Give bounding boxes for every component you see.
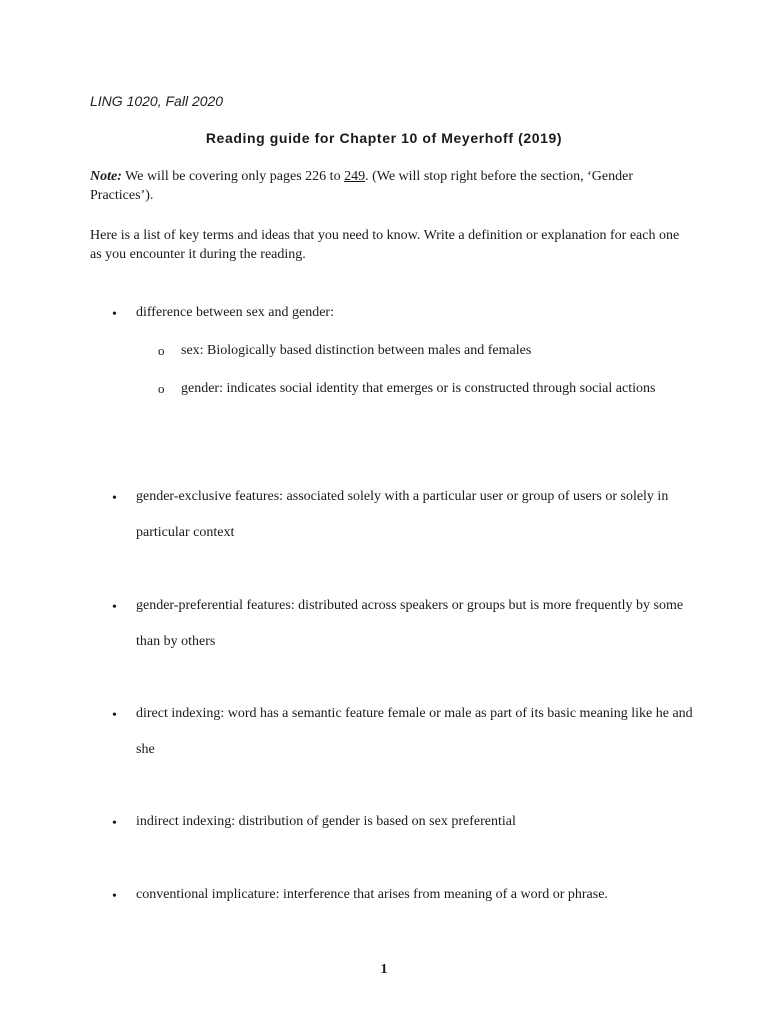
- list-item: conventional implicature: interference that arises from meaning of a word or phrase.: [136, 887, 608, 902]
- page-number: 1: [380, 962, 388, 977]
- bullet-marker: •: [112, 816, 117, 831]
- note-label: Note:: [90, 169, 122, 184]
- sub-bullet-marker: o: [158, 343, 165, 358]
- list-item: direct indexing: word has a semantic feature female or male as part of its basic meaning like he and she: [136, 706, 693, 757]
- note-text-before: We will be covering only pages 226 to: [121, 169, 345, 184]
- list-item: gender-preferential features: distributed across speakers or groups but is more frequently by some than by others: [136, 598, 684, 649]
- note-text-after: . (We will stop right before the section, ‘Gender Practices’).: [90, 169, 633, 203]
- sub-list-item: gender: indicates social identity that emerges or is constructed through social actions: [181, 381, 656, 396]
- list-item: gender-exclusive features: associated solely with a particular user or group of users or solely in particular context: [136, 489, 669, 540]
- document-title: Reading guide for Chapter 10 of Meyerhoff (2019): [205, 130, 563, 146]
- sub-bullet-marker: o: [158, 381, 165, 396]
- note-paragraph: [90, 167, 690, 205]
- bullet-marker: •: [112, 889, 117, 904]
- bullet-marker: •: [112, 307, 117, 322]
- sub-list-item: sex: Biologically based distinction between males and females: [181, 343, 532, 358]
- note-underlined-page: 249: [344, 169, 366, 184]
- bullet-marker: •: [112, 708, 117, 723]
- list-item: difference between sex and gender:: [136, 305, 334, 320]
- intro-paragraph: Here is a list of key terms and ideas that you need to know. Write a definition or explanation for each one as you encounter it during the reading.: [90, 228, 680, 262]
- bullet-marker: •: [112, 600, 117, 615]
- bullet-marker: •: [112, 491, 117, 506]
- course-label: LING 1020, Fall 2020: [90, 93, 224, 109]
- list-item: indirect indexing: distribution of gender is based on sex preferential: [136, 814, 516, 829]
